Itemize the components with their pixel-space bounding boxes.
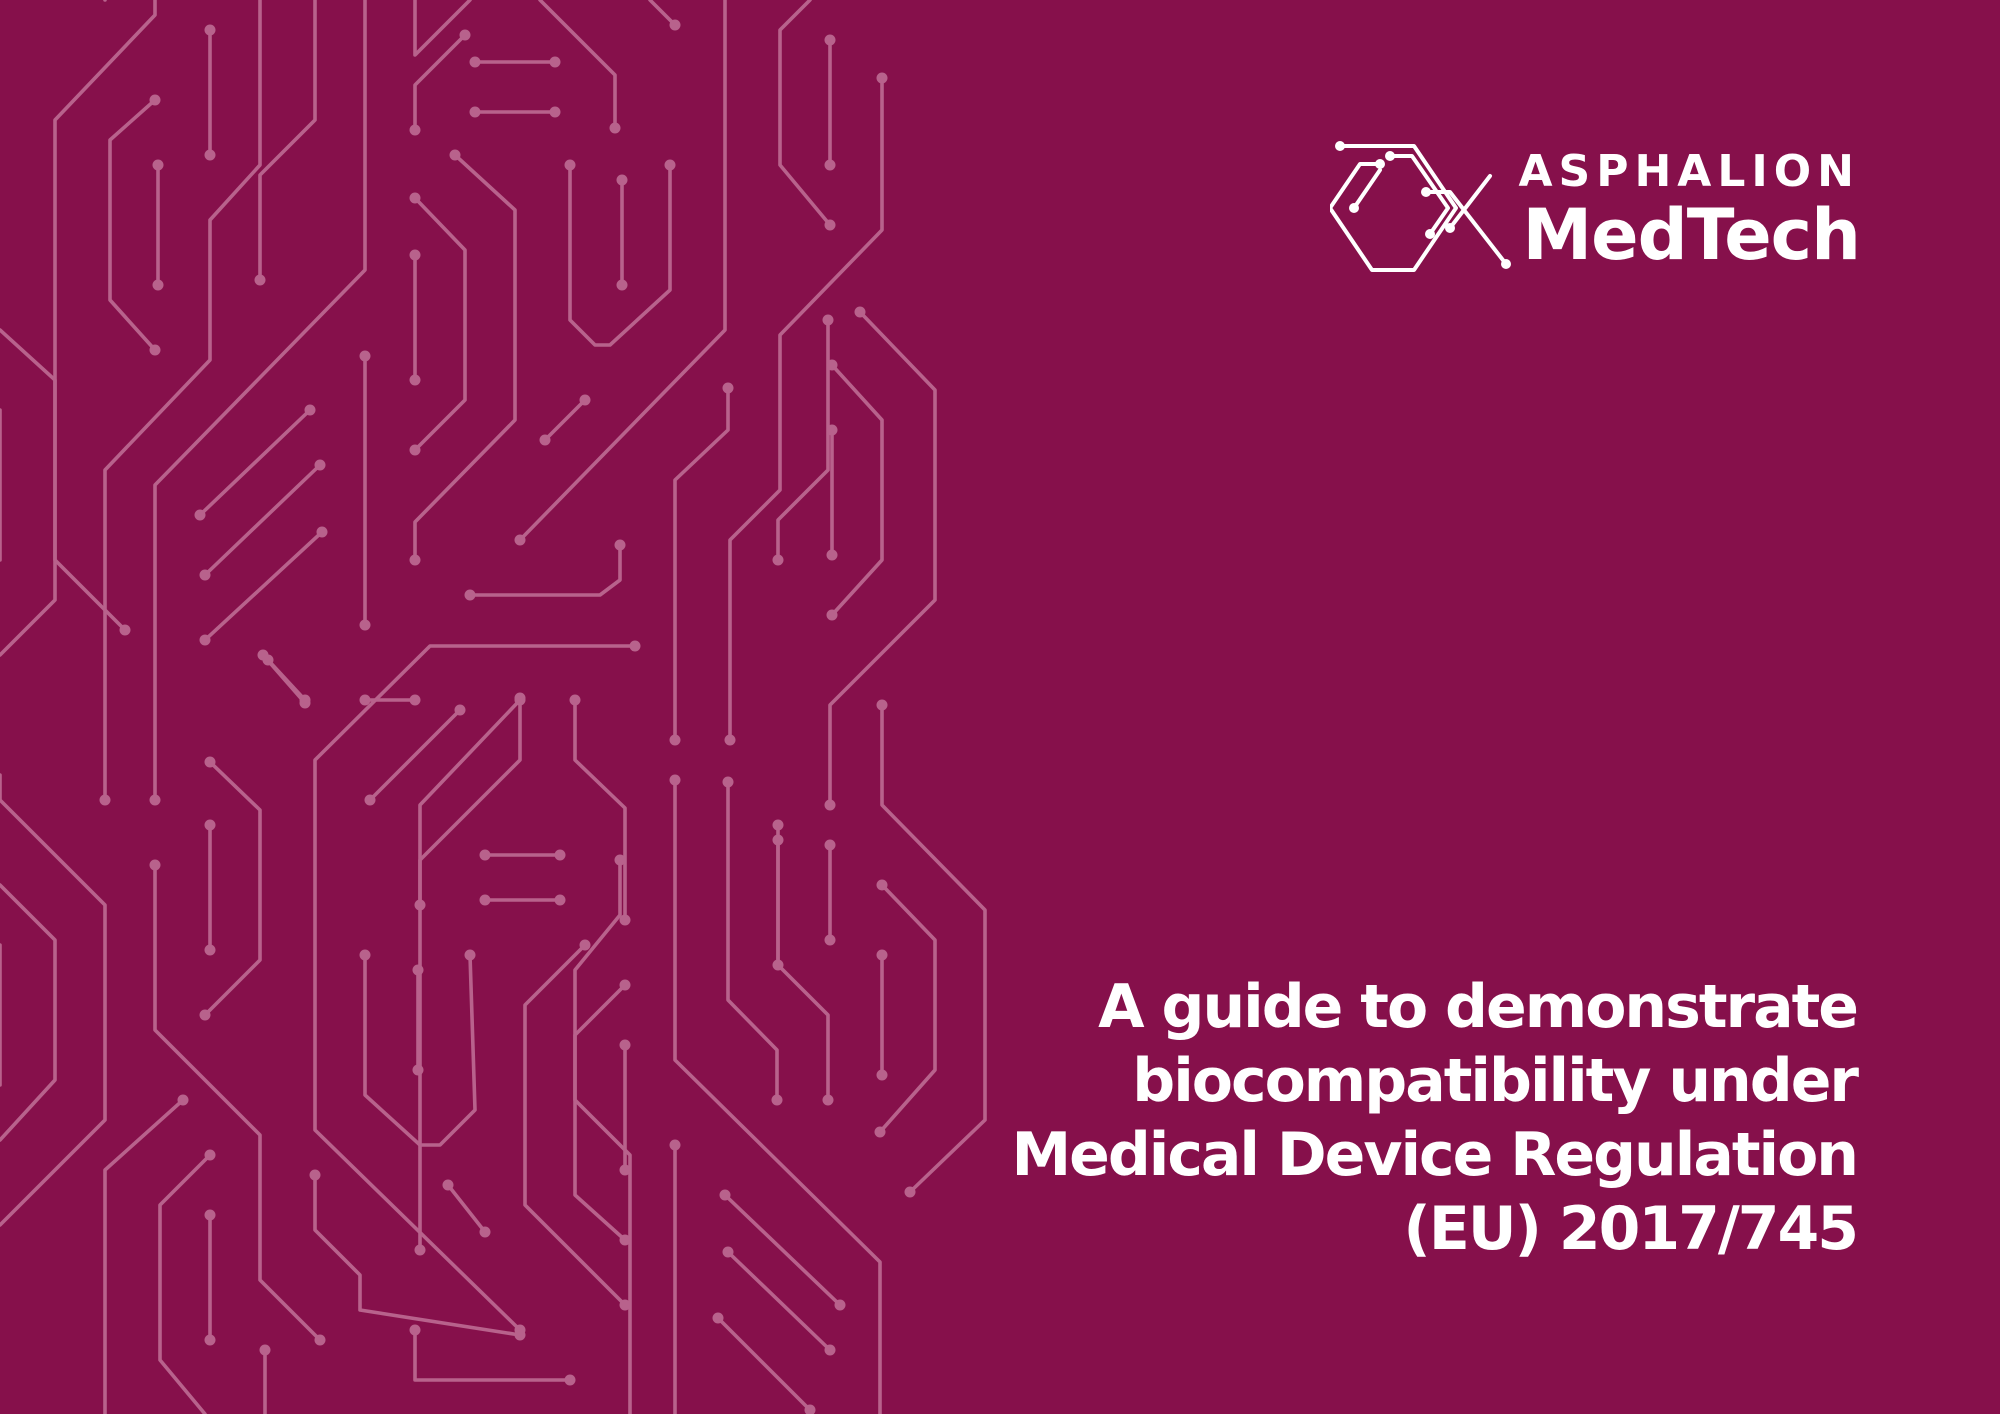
company-logo <box>1330 138 1860 278</box>
circuit-pad <box>825 35 836 46</box>
circuit-pad <box>550 57 561 68</box>
circuit-trace <box>470 545 620 595</box>
title-line: (EU) 2017/745 <box>1403 1194 1857 1264</box>
circuit-pad <box>360 950 371 961</box>
circuit-pad <box>315 1335 326 1346</box>
circuit-pad <box>415 900 426 911</box>
circuit-pad <box>825 935 836 946</box>
circuit-trace <box>420 698 520 905</box>
title-line: biocompatibility under <box>1132 1046 1857 1116</box>
circuit-pad <box>360 620 371 631</box>
circuit-trace <box>778 320 828 560</box>
circuit-pad <box>720 1190 731 1201</box>
circuit-trace <box>570 165 670 345</box>
circuit-pad <box>120 625 131 636</box>
circuit-pad <box>825 160 836 171</box>
circuit-pad <box>515 1330 526 1341</box>
circuit-pad <box>205 1150 216 1161</box>
circuit-pad <box>617 280 628 291</box>
circuit-pad <box>827 610 838 621</box>
circuit-pad <box>205 757 216 768</box>
circuit-pad <box>825 1345 836 1356</box>
circuit-pad <box>258 650 269 661</box>
circuit-trace <box>0 330 55 655</box>
circuit-pad <box>200 1010 211 1021</box>
circuit-pad <box>580 395 591 406</box>
circuit-pad <box>470 107 481 118</box>
circuit-pad <box>410 555 421 566</box>
circuit-pad <box>610 123 621 134</box>
circuit-trace <box>0 885 55 1140</box>
circuit-pad <box>835 1300 846 1311</box>
circuit-pad <box>877 700 888 711</box>
circuit-pad <box>725 735 736 746</box>
circuit-pad <box>825 840 836 851</box>
circuit-pad <box>772 1095 783 1106</box>
circuit-pad <box>620 1300 631 1311</box>
circuit-trace <box>718 1318 810 1410</box>
circuit-pad <box>150 860 161 871</box>
circuit-pad <box>465 950 476 961</box>
circuit-pad <box>195 510 206 521</box>
circuit-pad <box>620 1040 631 1051</box>
circuit-pad <box>443 1180 454 1191</box>
circuit-pad <box>723 383 734 394</box>
circuit-trace <box>730 78 882 740</box>
circuit-pad <box>723 1247 734 1258</box>
circuit-pad <box>205 25 216 36</box>
circuit-trace <box>415 1330 570 1380</box>
circuit-pad <box>620 980 631 991</box>
circuit-trace <box>205 465 320 575</box>
circuit-pad <box>773 555 784 566</box>
circuit-trace <box>725 1195 840 1305</box>
circuit-pad <box>773 835 784 846</box>
circuit-pad <box>555 850 566 861</box>
circuit-pad <box>877 950 888 961</box>
circuit-pad <box>670 735 681 746</box>
circuit-pad <box>450 150 461 161</box>
circuit-pad <box>205 1335 216 1346</box>
circuit-pad <box>540 435 551 446</box>
title-line: A guide to demonstrate <box>1098 972 1857 1042</box>
circuit-pad <box>410 695 421 706</box>
circuit-trace <box>728 1252 830 1350</box>
circuit-pad <box>480 1227 491 1238</box>
circuit-pad <box>415 1245 426 1256</box>
circuit-pad <box>310 1170 321 1181</box>
circuit-pad <box>670 775 681 786</box>
circuit-trace <box>675 388 728 740</box>
circuit-trace <box>370 710 460 800</box>
circuit-pad <box>630 641 641 652</box>
circuit-pad <box>100 795 111 806</box>
circuit-trace <box>415 198 465 450</box>
circuit-pad <box>410 125 421 136</box>
circuit-trace <box>205 532 322 640</box>
circuit-pad <box>827 550 838 561</box>
circuit-pad <box>300 698 311 709</box>
circuit-pad <box>555 895 566 906</box>
circuit-pad <box>823 315 834 326</box>
circuit-trace <box>105 1100 183 1414</box>
brand-subname: MedTech <box>1522 194 1860 276</box>
circuit-pad <box>825 800 836 811</box>
circuit-pad <box>205 1210 216 1221</box>
circuit-pad <box>827 360 838 371</box>
circuit-pad <box>713 1313 724 1324</box>
hexagon-molecule-icon <box>1330 138 1530 278</box>
circuit-pad <box>480 850 491 861</box>
circuit-pad <box>410 375 421 386</box>
circuit-trace <box>728 782 777 1100</box>
circuit-trace <box>315 1175 520 1335</box>
document-title <box>857 970 1857 1266</box>
title-line: Medical Device Regulation <box>1011 1120 1857 1190</box>
circuit-pad <box>580 940 591 951</box>
circuit-pad <box>205 945 216 956</box>
circuit-pad <box>515 535 526 546</box>
circuit-pad <box>200 635 211 646</box>
circuit-pad <box>615 855 626 866</box>
circuit-pad <box>150 345 161 356</box>
circuit-pad <box>153 280 164 291</box>
brand-name: ASPHALION <box>1518 146 1860 197</box>
circuit-trace <box>575 700 625 920</box>
circuit-pad <box>315 460 326 471</box>
circuit-pad <box>620 1165 631 1176</box>
circuit-pad <box>617 175 628 186</box>
circuit-trace <box>200 410 310 515</box>
circuit-pad <box>365 795 376 806</box>
circuit-pad <box>773 820 784 831</box>
circuit-trace <box>260 0 315 280</box>
circuit-pad <box>570 695 581 706</box>
circuit-pad <box>410 1325 421 1336</box>
circuit-pad <box>515 693 526 704</box>
circuit-pad <box>855 307 866 318</box>
circuit-pad <box>153 160 164 171</box>
circuit-pad <box>620 1235 631 1246</box>
circuit-pad <box>480 895 491 906</box>
circuit-pad <box>205 820 216 831</box>
circuit-pad <box>317 527 328 538</box>
circuit-pad <box>465 590 476 601</box>
circuit-pad <box>565 160 576 171</box>
circuit-pad <box>470 57 481 68</box>
circuit-pad <box>565 1375 576 1386</box>
circuit-trace <box>110 100 155 350</box>
circuit-trace <box>832 365 882 615</box>
circuit-pad <box>723 777 734 788</box>
circuit-pad <box>150 95 161 106</box>
circuit-pad <box>200 570 211 581</box>
circuit-trace <box>780 0 830 225</box>
circuit-pad <box>305 405 316 416</box>
circuit-pad <box>255 275 266 286</box>
circuit-pad <box>410 445 421 456</box>
circuit-pad <box>773 960 784 971</box>
circuit-trace <box>448 1185 485 1232</box>
circuit-pad <box>413 965 424 976</box>
circuit-pad <box>260 1345 271 1356</box>
circuit-trace <box>415 0 470 55</box>
circuit-pad <box>205 150 216 161</box>
circuit-trace <box>545 400 585 440</box>
circuit-pad <box>178 1095 189 1106</box>
circuit-pad <box>823 1095 834 1106</box>
circuit-pad <box>410 193 421 204</box>
circuit-pad <box>877 880 888 891</box>
circuit-pad <box>827 425 838 436</box>
circuit-trace <box>575 985 625 1240</box>
circuit-pad <box>360 351 371 362</box>
circuit-pad <box>460 30 471 41</box>
circuit-trace <box>778 825 828 1100</box>
circuit-trace <box>0 775 105 1225</box>
circuit-pad <box>550 107 561 118</box>
circuit-pad <box>877 73 888 84</box>
circuit-pad <box>455 705 466 716</box>
circuit-pad <box>410 250 421 261</box>
circuit-pad <box>150 795 161 806</box>
circuit-pad <box>413 1065 424 1076</box>
circuit-trace <box>160 1155 210 1414</box>
circuit-pad <box>670 1140 681 1151</box>
circuit-pad <box>670 20 681 31</box>
circuit-trace <box>205 762 260 1015</box>
circuit-pad <box>360 695 371 706</box>
circuit-pad <box>825 220 836 231</box>
circuit-pad <box>665 160 676 171</box>
circuit-pad <box>615 540 626 551</box>
circuit-pad <box>620 915 631 926</box>
